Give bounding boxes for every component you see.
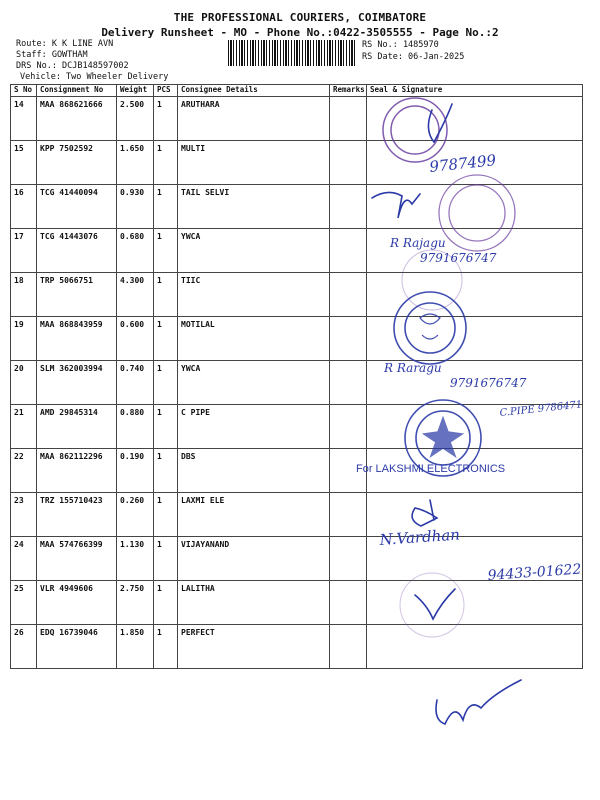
- laxmi-stamp-text: For LAKSHMI ELECTRONICS: [356, 463, 506, 475]
- cell-consignee: VIJAYANAND: [178, 537, 330, 581]
- cell-sno: 23: [11, 493, 37, 537]
- vehicle-info: Vehicle: Two Wheeler Delivery: [20, 72, 169, 82]
- cell-sno: 18: [11, 273, 37, 317]
- cell-signature: [367, 449, 583, 493]
- cell-pcs: 1: [154, 97, 178, 141]
- table-row: [11, 185, 583, 229]
- cell-remarks: [330, 273, 367, 317]
- cell-remarks: [330, 405, 367, 449]
- cell-pcs: 1: [154, 361, 178, 405]
- cell-pcs: 1: [154, 229, 178, 273]
- table-header-row: [11, 85, 583, 97]
- table-row: [11, 625, 583, 669]
- cell-remarks: [330, 361, 367, 405]
- cell-signature: [367, 361, 583, 405]
- cell-pcs: 1: [154, 317, 178, 361]
- cell-pcs: 1: [154, 185, 178, 229]
- cell-sno: 16: [11, 185, 37, 229]
- cell-sno: 17: [11, 229, 37, 273]
- signature-phone-1: 9787499: [428, 151, 497, 176]
- cell-weight: 4.300: [117, 273, 154, 317]
- table-row: [11, 493, 583, 537]
- cell-sno: 15: [11, 141, 37, 185]
- cell-sno: 21: [11, 405, 37, 449]
- header-consignee: Consignee Details: [178, 85, 330, 97]
- cell-sno: 19: [11, 317, 37, 361]
- cell-remarks: [330, 141, 367, 185]
- staff-info: Staff: GOWTHAM: [16, 50, 88, 60]
- cell-weight: 1.850: [117, 625, 154, 669]
- cell-signature: [367, 405, 583, 449]
- table-row: [11, 97, 583, 141]
- header-remarks: Remarks: [330, 85, 367, 97]
- table-row: [11, 581, 583, 625]
- cell-weight: 1.130: [117, 537, 154, 581]
- cell-consignee: TAIL SELVI: [178, 185, 330, 229]
- cell-weight: 0.880: [117, 405, 154, 449]
- cell-consignee: MULTI: [178, 141, 330, 185]
- header-weight: Weight: [117, 85, 154, 97]
- signature-vijayanand: N.Vardhan: [379, 525, 461, 549]
- rs-number: RS No.: 1485970: [362, 40, 439, 50]
- cell-signature: [367, 493, 583, 537]
- table-row: [11, 361, 583, 405]
- barcode: [228, 40, 356, 66]
- cell-pcs: 1: [154, 625, 178, 669]
- cell-weight: 1.650: [117, 141, 154, 185]
- cell-consignee: C PIPE: [178, 405, 330, 449]
- cell-consignment: MAA 574766399: [37, 537, 117, 581]
- header-consignment: Consignment No: [37, 85, 117, 97]
- cell-sno: 25: [11, 581, 37, 625]
- cell-sno: 26: [11, 625, 37, 669]
- route-info: Route: K K LINE AVN: [16, 39, 114, 49]
- cell-sno: 20: [11, 361, 37, 405]
- drs-info: DRS No.: DCJB148597002: [16, 61, 129, 71]
- cell-remarks: [330, 185, 367, 229]
- cell-pcs: 1: [154, 273, 178, 317]
- cell-consignment: TRP 5066751: [37, 273, 117, 317]
- header-pcs: PCS: [154, 85, 178, 97]
- cell-remarks: [330, 449, 367, 493]
- cell-weight: 2.500: [117, 97, 154, 141]
- cell-remarks: [330, 97, 367, 141]
- cell-consignment: MAA 868843959: [37, 317, 117, 361]
- cell-consignee: YWCA: [178, 229, 330, 273]
- cell-remarks: [330, 537, 367, 581]
- cell-consignee: TIIC: [178, 273, 330, 317]
- cell-consignee: ARUTHARA: [178, 97, 330, 141]
- document-subtitle: Delivery Runsheet - MO - Phone No.:0422-3505555 - Page No.:2: [101, 26, 499, 39]
- cell-consignment: TCG 41443076: [37, 229, 117, 273]
- cell-weight: 0.930: [117, 185, 154, 229]
- cell-weight: 0.190: [117, 449, 154, 493]
- table-row: [11, 537, 583, 581]
- cell-consignee: LALITHA: [178, 581, 330, 625]
- rs-date: RS Date: 06-Jan-2025: [362, 52, 465, 62]
- cell-remarks: [330, 229, 367, 273]
- signature-phone-2: 9791676747: [420, 251, 497, 265]
- cell-consignment: MAA 868621666: [37, 97, 117, 141]
- cell-consignment: KPP 7502592: [37, 141, 117, 185]
- cell-signature: [367, 229, 583, 273]
- cell-consignee: LAXMI ELE: [178, 493, 330, 537]
- cell-sno: 24: [11, 537, 37, 581]
- cell-sno: 14: [11, 97, 37, 141]
- cell-consignee: PERFECT: [178, 625, 330, 669]
- cell-signature: [367, 273, 583, 317]
- cell-remarks: [330, 581, 367, 625]
- cell-consignment: EDQ 16739046: [37, 625, 117, 669]
- table-row: [11, 405, 583, 449]
- cell-signature: [367, 317, 583, 361]
- cell-consignee: MOTILAL: [178, 317, 330, 361]
- cell-pcs: 1: [154, 449, 178, 493]
- table-row: [11, 273, 583, 317]
- cell-pcs: 1: [154, 405, 178, 449]
- cell-pcs: 1: [154, 537, 178, 581]
- cell-signature: [367, 581, 583, 625]
- cell-sno: 22: [11, 449, 37, 493]
- cell-consignment: SLM 362003994: [37, 361, 117, 405]
- table-row: [11, 141, 583, 185]
- signature-phone-4: 94433-01622: [487, 561, 582, 584]
- cell-pcs: 1: [154, 493, 178, 537]
- runsheet-table: [10, 84, 583, 669]
- cell-pcs: 1: [154, 581, 178, 625]
- signature-name-2: R Raragu: [384, 361, 442, 375]
- cell-consignment: AMD 29845314: [37, 405, 117, 449]
- cell-consignment: MAA 862112296: [37, 449, 117, 493]
- header-sno: S No: [11, 85, 37, 97]
- cell-signature: [367, 537, 583, 581]
- cell-pcs: 1: [154, 141, 178, 185]
- signature-name-1: R Rajagu: [390, 236, 446, 250]
- cell-weight: 0.740: [117, 361, 154, 405]
- cell-remarks: [330, 493, 367, 537]
- cell-remarks: [330, 625, 367, 669]
- cell-weight: 0.680: [117, 229, 154, 273]
- table-row: [11, 449, 583, 493]
- cell-signature: [367, 185, 583, 229]
- table-row: [11, 317, 583, 361]
- cell-signature: [367, 141, 583, 185]
- cell-remarks: [330, 317, 367, 361]
- cell-weight: 0.260: [117, 493, 154, 537]
- cell-signature: [367, 625, 583, 669]
- cell-consignment: TRZ 155710423: [37, 493, 117, 537]
- cell-consignment: TCG 41440094: [37, 185, 117, 229]
- cell-consignment: VLR 4949606: [37, 581, 117, 625]
- signature-cpipe-note: C.PIPE 9786471: [499, 399, 583, 419]
- signature-phone-3: 9791676747: [450, 376, 527, 390]
- cell-weight: 0.600: [117, 317, 154, 361]
- cell-consignee: YWCA: [178, 361, 330, 405]
- cell-consignee: DBS: [178, 449, 330, 493]
- cell-signature: [367, 97, 583, 141]
- header-seal-signature: Seal & Signature: [367, 85, 583, 97]
- table-row: [11, 229, 583, 273]
- document-title: THE PROFESSIONAL COURIERS, COIMBATORE: [173, 11, 427, 24]
- cell-weight: 2.750: [117, 581, 154, 625]
